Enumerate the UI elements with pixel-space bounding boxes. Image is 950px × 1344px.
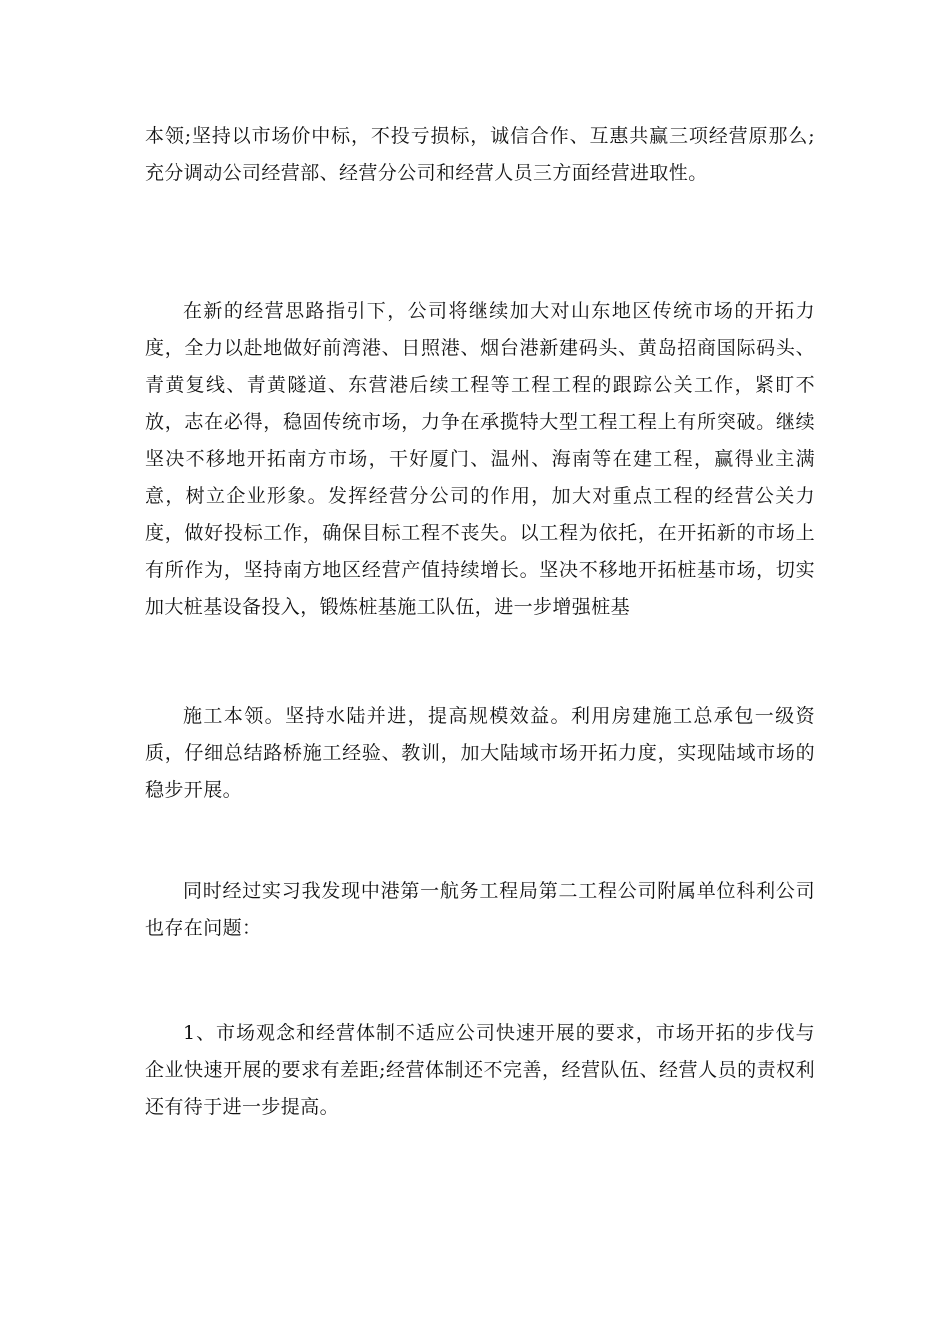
paragraph-construction-capability: 施工本领。坚持水陆并进，提高规模效益。利用房建施工总承包一级资质，仔细总结路桥施工经验、教训，加大陆域市场开拓力度，实现陆域市场的稳步开展。 bbox=[145, 705, 815, 801]
paragraph-problem-1: 1、市场观念和经营体制不适应公司快速开展的要求，市场开拓的步伐与企业快速开展的要求有差距;经营体制还不完善，经营队伍、经营人员的责权利还有待于进一步提高。 bbox=[145, 1022, 815, 1118]
paragraph-continuation: 本领;坚持以市场价中标，不投亏损标，诚信合作、互惠共赢三项经营原那么;充分调动公司经营部、经营分公司和经营人员三方面经营进取性。 bbox=[145, 125, 815, 184]
paragraph-market-strategy: 在新的经营思路指引下，公司将继续加大对山东地区传统市场的开拓力度，全力以赴地做好前湾港、日照港、烟台港新建码头、黄岛招商国际码头、青黄复线、青黄隧道、东营港后续工程等工程工程的跟踪公关工作，紧盯不放，志在必得，稳固传统市场，力争在承揽特大型工程工程上有所突破。继续坚决不移地开拓南方市场，干好厦门、温州、海南等在建工程，赢得业主满意，树立企业形象。发挥经营分公司的作用，加大对重点工程的经营公关力度，做好投标工作，确保目标工程不丧失。以工程为依托，在开拓新的市场上有所作为，坚持南方地区经营产值持续增长。坚决不移地开拓桩基市场，切实加大桩基设备投入，锻炼桩基施工队伍，进一步增强桩基 bbox=[145, 300, 815, 618]
paragraph-problems-intro: 同时经过实习我发现中港第一航务工程局第二工程公司附属单位科利公司也存在问题： bbox=[145, 880, 815, 939]
